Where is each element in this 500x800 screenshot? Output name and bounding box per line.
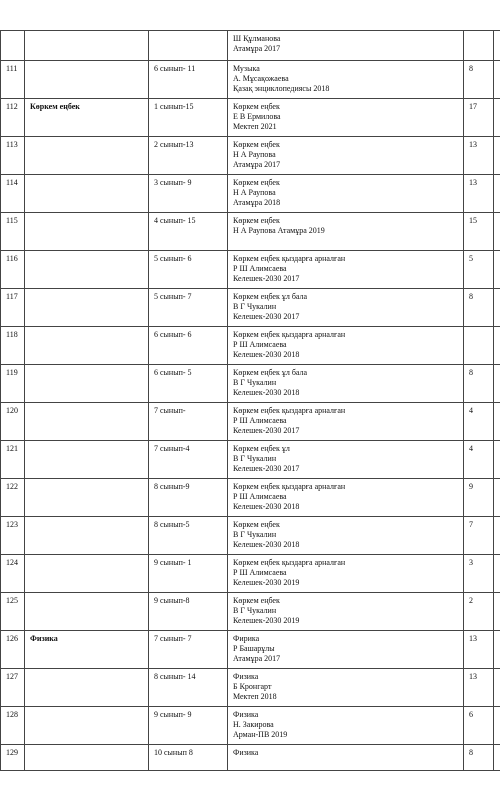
textbook-line: Ш Құлманова bbox=[233, 34, 281, 43]
subject-cell bbox=[25, 403, 149, 441]
empty-cell bbox=[494, 31, 500, 61]
grade-cell: 7 сынып- bbox=[149, 403, 228, 441]
grade-cell: 1 сынып-15 bbox=[149, 99, 228, 137]
row-number-cell: 118 bbox=[1, 327, 25, 365]
quantity-cell: 8 bbox=[464, 365, 494, 403]
textbook-line: Физика bbox=[233, 672, 259, 681]
textbook-cell bbox=[228, 707, 464, 745]
textbook-line: Атамұра 2017 bbox=[233, 160, 281, 169]
quantity-cell: 8 bbox=[464, 61, 494, 99]
textbook-line: Фирика bbox=[233, 634, 260, 643]
textbook-line: В Г Чукалин bbox=[233, 302, 277, 311]
table-row bbox=[1, 327, 500, 365]
textbook-line: Көркем еңбек ұл бала bbox=[233, 292, 308, 301]
textbook-line: Көркем еңбек қыздарға арналған bbox=[233, 558, 346, 567]
textbook-line: Музыка bbox=[233, 64, 260, 73]
subject-cell bbox=[25, 175, 149, 213]
textbook-line: Көркем еңбек bbox=[233, 520, 280, 529]
quantity-cell bbox=[464, 31, 494, 61]
table-row bbox=[1, 213, 500, 251]
empty-cell bbox=[494, 441, 500, 479]
subject-cell bbox=[25, 593, 149, 631]
empty-cell bbox=[494, 479, 500, 517]
textbook-line: Көркем еңбек қыздарға арналған bbox=[233, 330, 346, 339]
row-number-cell: 111 bbox=[1, 61, 25, 99]
row-number-cell: 114 bbox=[1, 175, 25, 213]
empty-cell bbox=[494, 517, 500, 555]
textbook-cell bbox=[228, 327, 464, 365]
subject-cell bbox=[25, 669, 149, 707]
textbook-line: Көркем еңбек қыздарға арналған bbox=[233, 254, 346, 263]
quantity-cell: 2 bbox=[464, 593, 494, 631]
empty-cell bbox=[494, 593, 500, 631]
grade-cell bbox=[149, 31, 228, 61]
table-row bbox=[1, 403, 500, 441]
table-row bbox=[1, 99, 500, 137]
quantity-cell: 13 bbox=[464, 137, 494, 175]
empty-cell bbox=[494, 137, 500, 175]
subject-cell bbox=[25, 517, 149, 555]
grade-cell: 6 сынып- 6 bbox=[149, 327, 228, 365]
empty-cell bbox=[494, 175, 500, 213]
grade-cell: 9 сынып-8 bbox=[149, 593, 228, 631]
row-number-cell: 126 bbox=[1, 631, 25, 669]
textbook-line: Н А Раупова bbox=[233, 188, 276, 197]
table-row bbox=[1, 31, 500, 61]
textbook-cell bbox=[228, 137, 464, 175]
textbook-line: Келешек-2030 2018 bbox=[233, 502, 300, 511]
table-row bbox=[1, 669, 500, 707]
textbook-cell bbox=[228, 251, 464, 289]
grade-cell: 7 сынып- 7 bbox=[149, 631, 228, 669]
subject-cell bbox=[25, 327, 149, 365]
textbook-line: Мектеп 2021 bbox=[233, 122, 277, 131]
textbook-cell bbox=[228, 403, 464, 441]
textbook-cell bbox=[228, 745, 464, 771]
textbook-line: Көркем еңбек қыздарға арналған bbox=[233, 482, 346, 491]
quantity-cell: 6 bbox=[464, 707, 494, 745]
textbook-inventory-table bbox=[0, 30, 500, 771]
table-row bbox=[1, 289, 500, 327]
table-row bbox=[1, 707, 500, 745]
quantity-cell: 4 bbox=[464, 441, 494, 479]
grade-cell: 8 сынып- 14 bbox=[149, 669, 228, 707]
grade-cell: 4 сынып- 15 bbox=[149, 213, 228, 251]
empty-cell bbox=[494, 631, 500, 669]
textbook-line: Физика bbox=[233, 748, 259, 757]
subject-cell bbox=[25, 289, 149, 327]
textbook-line: В Г Чукалин bbox=[233, 606, 277, 615]
empty-cell bbox=[494, 289, 500, 327]
textbook-cell bbox=[228, 479, 464, 517]
grade-cell: 6 сынып- 11 bbox=[149, 61, 228, 99]
subject-cell bbox=[25, 31, 149, 61]
textbook-cell bbox=[228, 593, 464, 631]
empty-cell bbox=[494, 403, 500, 441]
textbook-cell bbox=[228, 631, 464, 669]
textbook-line: Н А Раупова Атамұра 2019 bbox=[233, 226, 325, 235]
quantity-cell: 15 bbox=[464, 213, 494, 251]
textbook-line: Р Ш Алимсаева bbox=[233, 416, 287, 425]
textbook-cell bbox=[228, 517, 464, 555]
grade-cell: 2 сынып-13 bbox=[149, 137, 228, 175]
subject-cell bbox=[25, 555, 149, 593]
quantity-cell: 13 bbox=[464, 175, 494, 213]
textbook-line: Келешек-2030 2019 bbox=[233, 578, 300, 587]
subject-cell bbox=[25, 213, 149, 251]
row-number-cell: 112 bbox=[1, 99, 25, 137]
textbook-line: Р Башарұлы bbox=[233, 644, 275, 653]
textbook-line: Көркем еңбек bbox=[233, 596, 280, 605]
textbook-line: Көркем еңбек bbox=[233, 102, 280, 111]
textbook-line: Көркем еңбек bbox=[233, 216, 280, 225]
textbook-line: Келешек-2030 2017 bbox=[233, 274, 300, 283]
subject-cell bbox=[25, 441, 149, 479]
textbook-cell bbox=[228, 99, 464, 137]
table-row bbox=[1, 745, 500, 771]
row-number-cell: 129 bbox=[1, 745, 25, 771]
table-row bbox=[1, 365, 500, 403]
subject-cell: Көркем еңбек bbox=[25, 99, 149, 137]
grade-cell: 9 сынып- 9 bbox=[149, 707, 228, 745]
textbook-line: Көркем еңбек ұл бала bbox=[233, 368, 308, 377]
row-number-cell: 123 bbox=[1, 517, 25, 555]
textbook-line: Н. Закирова bbox=[233, 720, 274, 729]
subject-cell bbox=[25, 61, 149, 99]
empty-cell bbox=[494, 251, 500, 289]
subject-cell bbox=[25, 365, 149, 403]
subject-cell bbox=[25, 251, 149, 289]
subject-cell: Физика bbox=[25, 631, 149, 669]
textbook-line: Келешек-2030 2018 bbox=[233, 350, 300, 359]
subject-cell bbox=[25, 707, 149, 745]
empty-cell bbox=[494, 61, 500, 99]
row-number-cell: 116 bbox=[1, 251, 25, 289]
quantity-cell: 8 bbox=[464, 745, 494, 771]
textbook-line: Келешек-2030 2018 bbox=[233, 540, 300, 549]
quantity-cell bbox=[464, 327, 494, 365]
textbook-line: Келешек-2030 2017 bbox=[233, 426, 300, 435]
table-row bbox=[1, 631, 500, 669]
textbook-line: Келешек-2030 2018 bbox=[233, 388, 300, 397]
table-row bbox=[1, 441, 500, 479]
textbook-cell bbox=[228, 289, 464, 327]
textbook-cell bbox=[228, 61, 464, 99]
grade-cell: 3 сынып- 9 bbox=[149, 175, 228, 213]
row-number-cell: 128 bbox=[1, 707, 25, 745]
row-number-cell: 113 bbox=[1, 137, 25, 175]
empty-cell bbox=[494, 99, 500, 137]
table-row bbox=[1, 137, 500, 175]
textbook-line: Атамұра 2018 bbox=[233, 198, 281, 207]
quantity-cell: 5 bbox=[464, 251, 494, 289]
grade-cell: 7 сынып-4 bbox=[149, 441, 228, 479]
textbook-line: Арман-ПВ 2019 bbox=[233, 730, 288, 739]
subject-cell bbox=[25, 479, 149, 517]
empty-cell bbox=[494, 213, 500, 251]
textbook-line: В Г Чукалин bbox=[233, 454, 277, 463]
quantity-cell: 7 bbox=[464, 517, 494, 555]
textbook-line: Келешек-2030 2017 bbox=[233, 312, 300, 321]
table-row bbox=[1, 251, 500, 289]
textbook-line: Е В Ермилова bbox=[233, 112, 281, 121]
grade-cell: 9 сынып- 1 bbox=[149, 555, 228, 593]
row-number-cell: 115 bbox=[1, 213, 25, 251]
textbook-line: Атамұра 2017 bbox=[233, 44, 281, 53]
textbook-line: Р Ш Алимсаева bbox=[233, 340, 287, 349]
textbook-line: Келешек-2030 2019 bbox=[233, 616, 300, 625]
row-number-cell: 122 bbox=[1, 479, 25, 517]
table-row bbox=[1, 555, 500, 593]
row-number-cell: 119 bbox=[1, 365, 25, 403]
textbook-line: Б Кронгарт bbox=[233, 682, 272, 691]
textbook-cell bbox=[228, 441, 464, 479]
grade-cell: 8 сынып-9 bbox=[149, 479, 228, 517]
empty-cell bbox=[494, 669, 500, 707]
row-number-cell bbox=[1, 31, 25, 61]
empty-cell bbox=[494, 555, 500, 593]
textbook-line: Қазақ энциклопедиясы 2018 bbox=[233, 84, 330, 93]
textbook-line: Келешек-2030 2017 bbox=[233, 464, 300, 473]
row-number-cell: 121 bbox=[1, 441, 25, 479]
empty-cell bbox=[494, 327, 500, 365]
textbook-line: Р Ш Алимсаева bbox=[233, 264, 287, 273]
row-number-cell: 125 bbox=[1, 593, 25, 631]
table-row bbox=[1, 517, 500, 555]
textbook-line: Мектеп 2018 bbox=[233, 692, 277, 701]
row-number-cell: 127 bbox=[1, 669, 25, 707]
row-number-cell: 120 bbox=[1, 403, 25, 441]
textbook-cell bbox=[228, 31, 464, 61]
quantity-cell: 13 bbox=[464, 669, 494, 707]
table-row bbox=[1, 479, 500, 517]
subject-cell bbox=[25, 137, 149, 175]
row-number-cell: 124 bbox=[1, 555, 25, 593]
textbook-cell bbox=[228, 175, 464, 213]
textbook-line: Р Ш Алимсаева bbox=[233, 492, 287, 501]
table-row bbox=[1, 175, 500, 213]
textbook-line: Көркем еңбек қыздарға арналған bbox=[233, 406, 346, 415]
grade-cell: 10 сынып 8 bbox=[149, 745, 228, 771]
table-row bbox=[1, 61, 500, 99]
textbook-line: Көркем еңбек bbox=[233, 178, 280, 187]
quantity-cell: 13 bbox=[464, 631, 494, 669]
empty-cell bbox=[494, 707, 500, 745]
textbook-cell bbox=[228, 365, 464, 403]
textbook-cell bbox=[228, 669, 464, 707]
textbook-line: Көркем еңбек bbox=[233, 140, 280, 149]
empty-cell bbox=[494, 365, 500, 403]
textbook-line: Көркем еңбек ұл bbox=[233, 444, 290, 453]
empty-cell bbox=[494, 745, 500, 771]
textbook-line: В Г Чукалин bbox=[233, 378, 277, 387]
quantity-cell: 9 bbox=[464, 479, 494, 517]
row-number-cell: 117 bbox=[1, 289, 25, 327]
grade-cell: 5 сынып- 6 bbox=[149, 251, 228, 289]
textbook-line: А. Мұсақожаева bbox=[233, 74, 289, 83]
textbook-cell bbox=[228, 213, 464, 251]
textbook-cell bbox=[228, 555, 464, 593]
quantity-cell: 17 bbox=[464, 99, 494, 137]
textbook-line: Р Ш Алимсаева bbox=[233, 568, 287, 577]
quantity-cell: 4 bbox=[464, 403, 494, 441]
grade-cell: 5 сынып- 7 bbox=[149, 289, 228, 327]
subject-cell bbox=[25, 745, 149, 771]
textbook-line: Н А Раупова bbox=[233, 150, 276, 159]
table-body bbox=[1, 31, 500, 771]
textbook-line: В Г Чукалин bbox=[233, 530, 277, 539]
textbook-line: Атамұра 2017 bbox=[233, 654, 281, 663]
table-row bbox=[1, 593, 500, 631]
quantity-cell: 3 bbox=[464, 555, 494, 593]
quantity-cell: 8 bbox=[464, 289, 494, 327]
grade-cell: 8 сынып-5 bbox=[149, 517, 228, 555]
textbook-line: Физика bbox=[233, 710, 259, 719]
grade-cell: 6 сынып- 5 bbox=[149, 365, 228, 403]
